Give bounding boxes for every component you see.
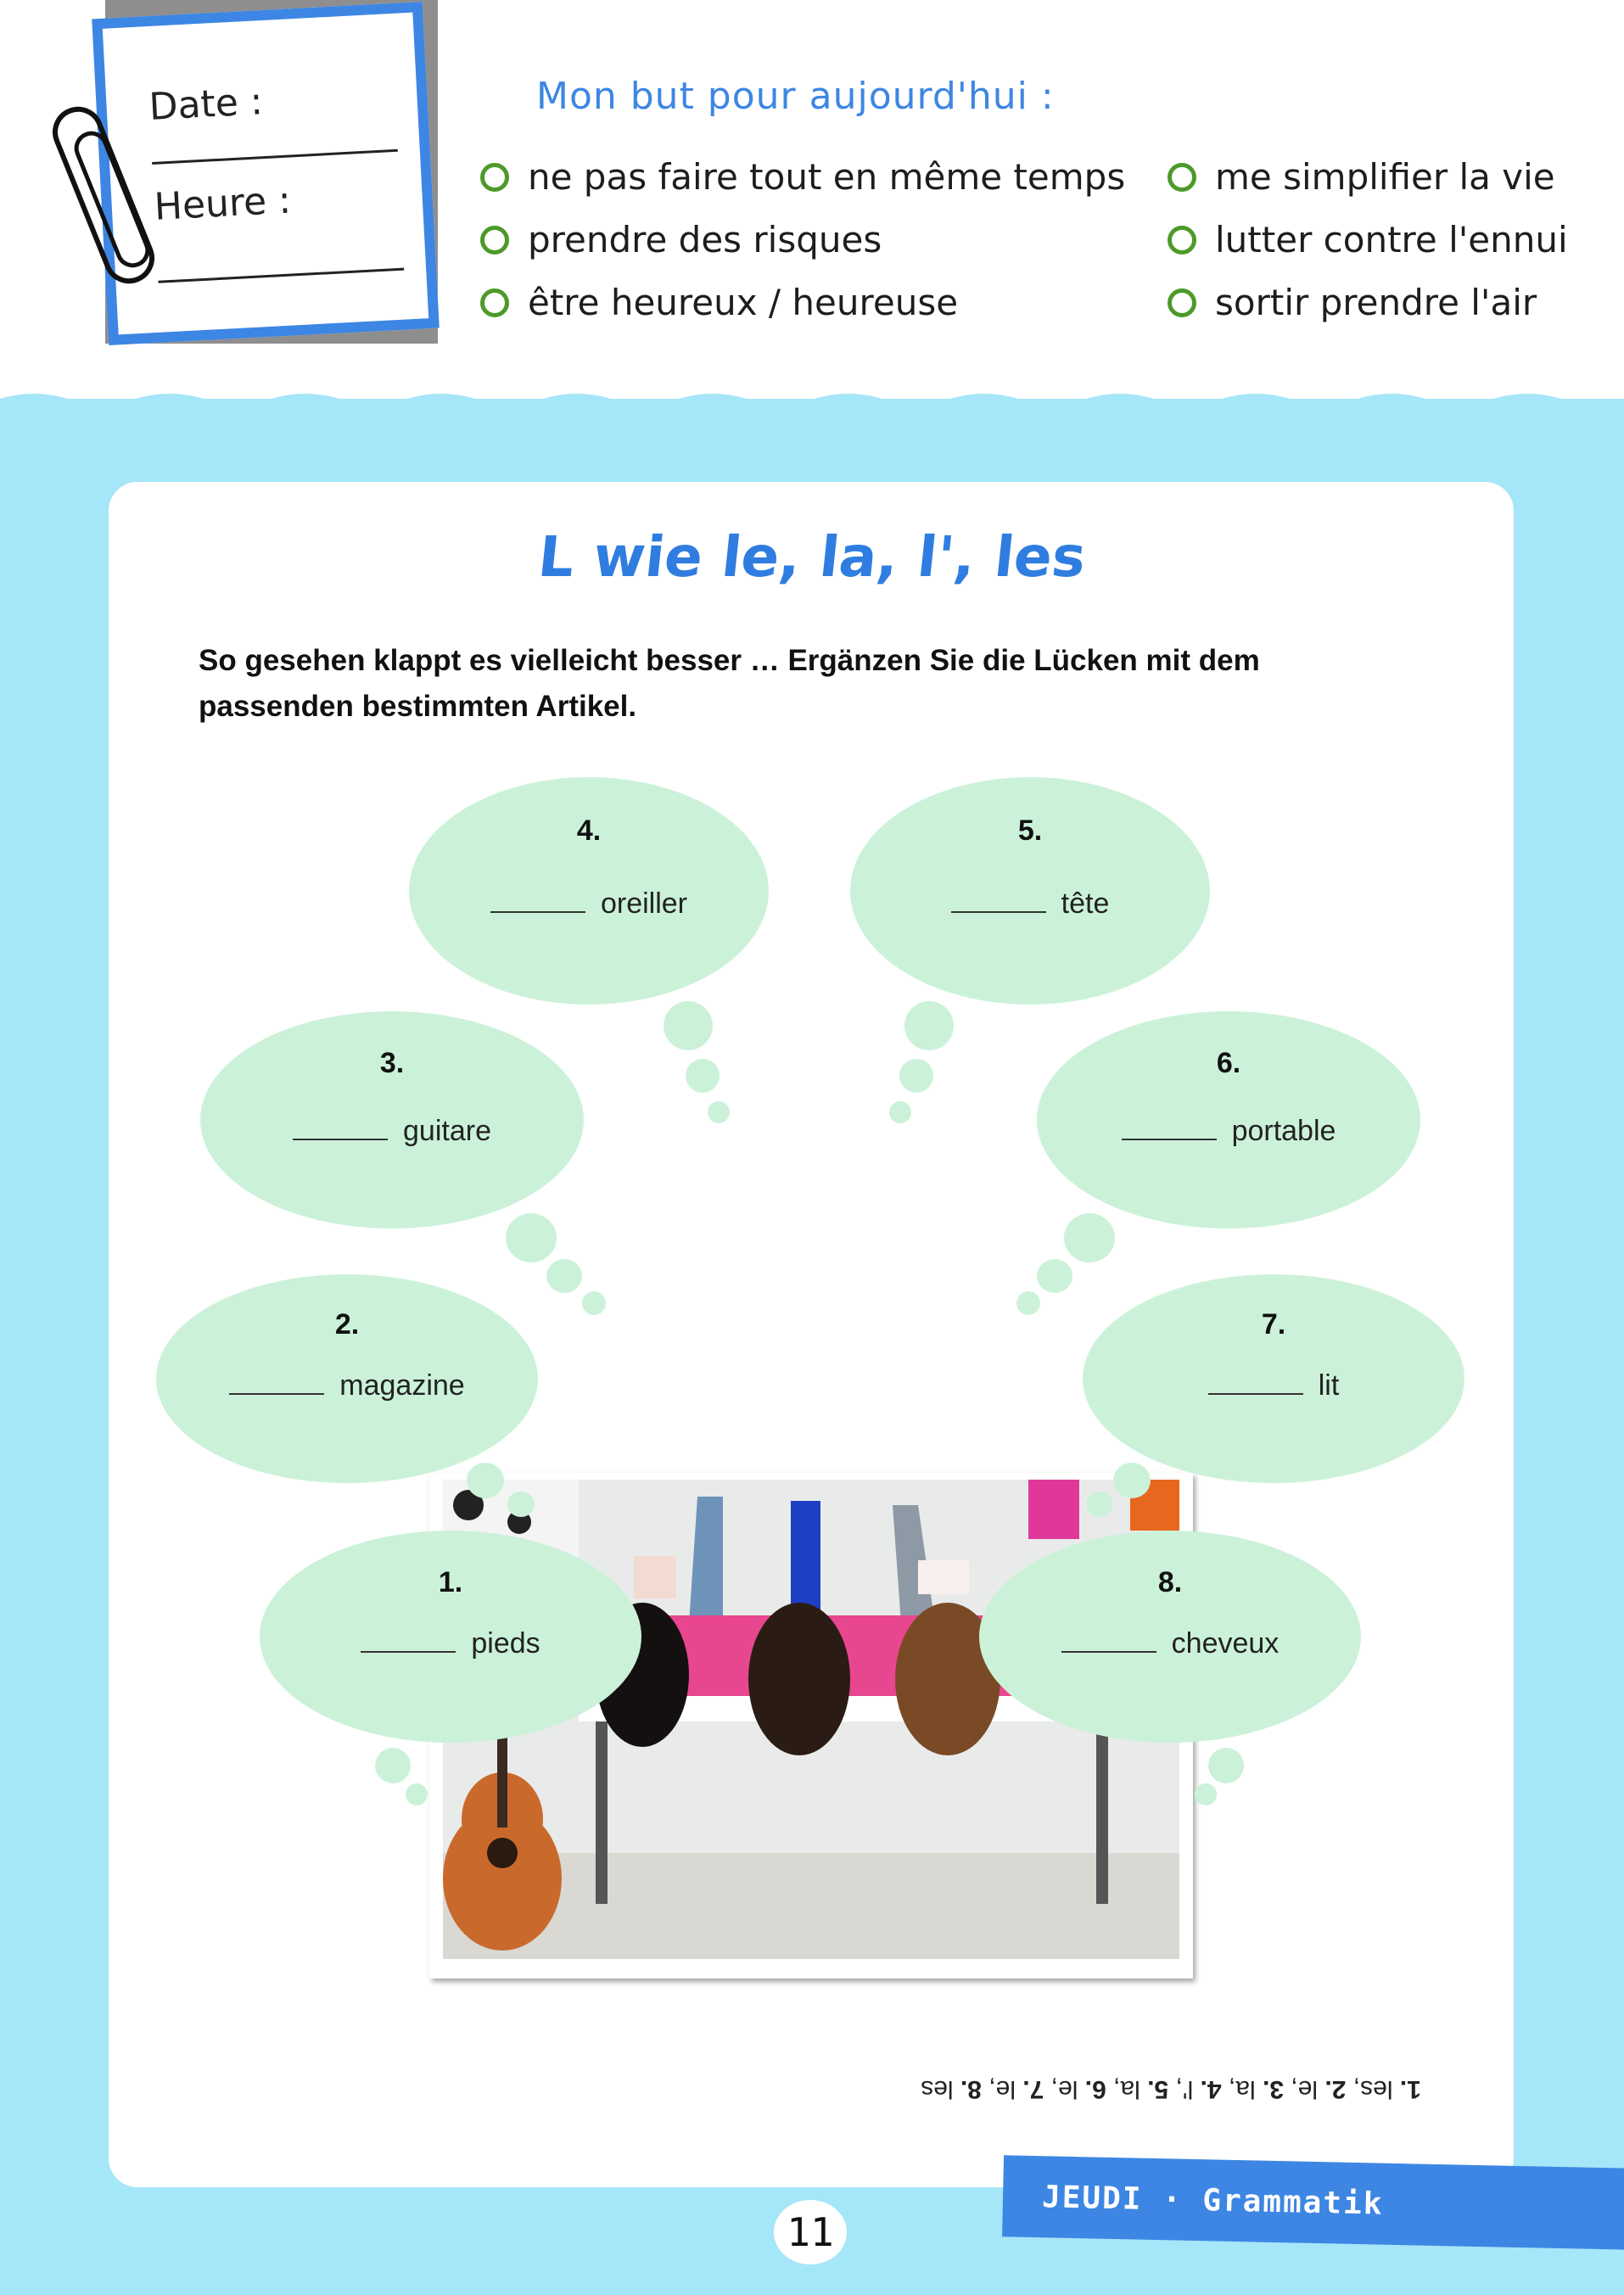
answer-blank[interactable]: [490, 911, 585, 913]
checkbox-circle-icon[interactable]: [1168, 288, 1196, 317]
thought-dot: [1064, 1213, 1115, 1262]
answer-item: 2. le,: [1284, 2075, 1347, 2103]
answer-key-upside-down: [882, 2074, 1459, 2103]
thought-dot: [546, 1259, 582, 1293]
goal-item[interactable]: [480, 156, 1125, 198]
bubble-gap: [1083, 1369, 1464, 1402]
answer-item: 8. les: [921, 2075, 982, 2103]
thought-dot: [1037, 1259, 1072, 1293]
bubble-word: pieds: [471, 1627, 540, 1660]
goal-label: lutter contre l'ennui: [1215, 219, 1568, 260]
bubble-gap: [850, 887, 1210, 921]
bubble-word: oreiller: [600, 887, 688, 920]
goals-title: Mon but pour aujourd'hui :: [536, 75, 1055, 118]
thought-dot: [1113, 1463, 1151, 1498]
checkbox-circle-icon[interactable]: [480, 163, 509, 192]
thought-bubble: [409, 777, 769, 1005]
thought-dot: [507, 1492, 535, 1517]
date-label: Date :: [148, 80, 264, 130]
bubble-gap: [409, 887, 769, 921]
answer-blank[interactable]: [361, 1651, 456, 1653]
goal-label: prendre des risques: [528, 219, 882, 260]
bubble-word: cheveux: [1171, 1627, 1280, 1660]
bubble-gap: [979, 1627, 1361, 1660]
bubble-word: magazine: [339, 1369, 465, 1402]
exercise-title: L wie le, la, l', les: [535, 524, 1089, 590]
section-tag: JEUDI · Grammatik: [1002, 2155, 1624, 2249]
thought-dot: [1208, 1748, 1244, 1783]
thought-dot: [375, 1748, 411, 1783]
date-line: [152, 149, 398, 165]
goal-item[interactable]: [1168, 282, 1537, 323]
thought-dot: [1195, 1783, 1217, 1805]
bubble-gap: [260, 1627, 641, 1660]
thought-bubble: [979, 1531, 1361, 1743]
bubble-word: guitare: [403, 1115, 491, 1147]
bubble-gap: [200, 1115, 584, 1148]
time-line: [158, 268, 404, 283]
thought-dot: [506, 1213, 557, 1262]
time-label: Heure :: [153, 178, 293, 229]
answer-blank[interactable]: [1208, 1393, 1303, 1395]
answer-blank[interactable]: [951, 911, 1046, 913]
checkbox-circle-icon[interactable]: [1168, 226, 1196, 255]
bubble-number: 5.: [1017, 814, 1043, 847]
thought-dot: [582, 1291, 606, 1315]
bubble-gap: [1037, 1115, 1420, 1148]
goal-item[interactable]: [480, 282, 958, 323]
bubble-number: 3.: [379, 1047, 405, 1079]
thought-dot: [889, 1101, 911, 1123]
bubble-number: 8.: [1157, 1566, 1183, 1598]
answer-blank[interactable]: [293, 1139, 388, 1140]
date-time-note: [92, 2, 440, 345]
checkbox-circle-icon[interactable]: [480, 226, 509, 255]
thought-dot: [1016, 1291, 1040, 1315]
thought-bubble: [200, 1011, 584, 1229]
goal-label: ne pas faire tout en même temps: [528, 156, 1126, 198]
thought-dot: [686, 1059, 720, 1093]
answer-item: 5. la,: [1106, 2075, 1169, 2103]
wavy-edge: [0, 373, 1624, 407]
exercise-instruction: So gesehen klappt es vielleicht besser … Ergänzen Sie die Lücken mit dem passenden bestimmten Artikel.: [199, 644, 1260, 723]
answer-blank[interactable]: [1061, 1651, 1156, 1653]
bubble-word: tête: [1061, 887, 1110, 920]
answer-blank[interactable]: [1122, 1139, 1217, 1140]
thought-bubble: [1037, 1011, 1420, 1229]
bubble-gap: [156, 1369, 538, 1402]
bubble-number: 4.: [576, 814, 602, 847]
thought-bubble: [156, 1274, 538, 1483]
checkbox-circle-icon[interactable]: [1168, 163, 1196, 192]
thought-dot: [1086, 1492, 1113, 1517]
answer-item: 6. le,: [1044, 2075, 1106, 2103]
goal-item[interactable]: [1168, 219, 1568, 260]
answer-item: 3. la,: [1221, 2075, 1284, 2103]
bubble-word: portable: [1231, 1115, 1336, 1147]
bubble-word: lit: [1318, 1369, 1340, 1402]
bubble-number: 1.: [438, 1566, 463, 1598]
thought-dot: [904, 1001, 954, 1050]
goal-label: me simplifier la vie: [1215, 156, 1555, 198]
thought-dot: [467, 1463, 504, 1498]
bubble-number: 2.: [334, 1308, 360, 1341]
thought-dot: [406, 1783, 428, 1805]
bubble-number: 7.: [1261, 1308, 1286, 1341]
thought-dot: [708, 1101, 730, 1123]
goal-label: être heureux / heureuse: [528, 282, 959, 323]
thought-bubble: [260, 1531, 641, 1743]
page-header: [0, 0, 1624, 399]
goal-item[interactable]: [1168, 156, 1555, 198]
goal-item[interactable]: [480, 219, 882, 260]
thought-bubble: [850, 777, 1210, 1005]
thought-bubble: [1083, 1274, 1464, 1483]
page-number: 11: [774, 2200, 847, 2264]
checkbox-circle-icon[interactable]: [480, 288, 509, 317]
thought-dot: [899, 1059, 933, 1093]
answer-item: 4. l',: [1168, 2075, 1222, 2103]
answer-item: 7. le,: [981, 2075, 1044, 2103]
answer-blank[interactable]: [229, 1393, 324, 1395]
goal-label: sortir prendre l'air: [1215, 282, 1537, 323]
thought-dot: [664, 1001, 713, 1050]
answer-item: 1. les,: [1346, 2075, 1421, 2103]
bubble-number: 6.: [1216, 1047, 1241, 1079]
